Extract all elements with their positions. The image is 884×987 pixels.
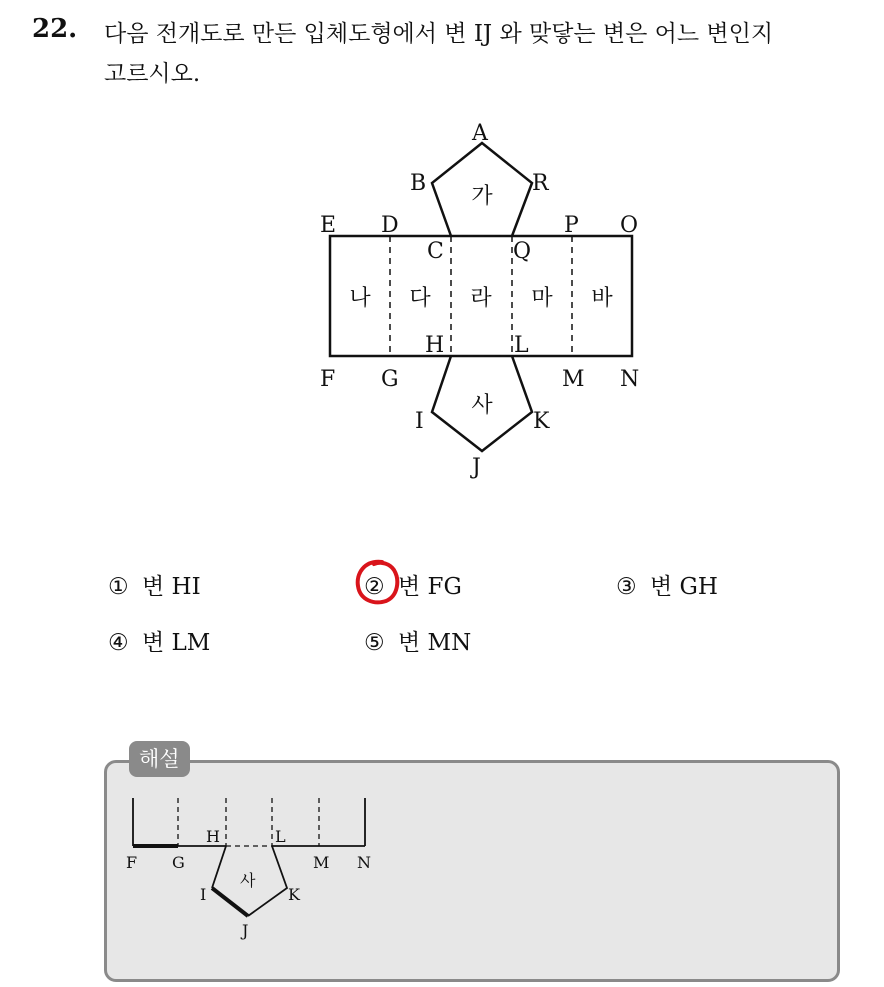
sol-label-h: H <box>206 827 220 846</box>
sol-face-label-sa: 사 <box>240 871 256 890</box>
face-label-sa: 사 <box>471 393 493 418</box>
choice-5-mark: ⑤ <box>364 630 385 656</box>
point-label-r: R <box>532 171 549 196</box>
choice-3-mark: ③ <box>616 574 637 600</box>
point-label-j: J <box>472 455 481 480</box>
point-label-f: F <box>320 367 336 392</box>
sol-edge-hi <box>212 846 226 888</box>
face-label-da: 다 <box>409 286 431 311</box>
point-label-k: K <box>533 409 550 434</box>
question-number: 22. <box>32 14 78 44</box>
point-label-h: H <box>425 333 445 358</box>
solution-tag: 해설 <box>129 741 190 777</box>
face-label-ba: 바 <box>591 286 613 311</box>
choice-4-text: 변 LM <box>142 630 211 656</box>
sol-label-i: I <box>200 885 207 904</box>
sol-highlight-ij <box>212 888 248 916</box>
face-label-na: 나 <box>349 286 371 311</box>
choice-2-text: 변 FG <box>398 574 462 600</box>
choice-5[interactable] <box>364 624 471 657</box>
point-label-m: M <box>562 367 585 392</box>
answer-circle-mark <box>352 556 404 608</box>
sol-label-k: K <box>288 885 300 904</box>
face-label-ga: 가 <box>471 184 493 209</box>
choice-3[interactable] <box>616 568 718 601</box>
choice-5-text: 변 MN <box>398 630 472 656</box>
choice-2-mark: ② <box>364 574 385 600</box>
sol-label-f: F <box>126 853 138 872</box>
solution-diagram <box>120 790 390 950</box>
point-label-e: E <box>320 213 337 238</box>
point-label-q: Q <box>513 239 532 264</box>
choice-4[interactable] <box>108 624 210 657</box>
sol-label-l: L <box>275 827 286 846</box>
point-label-d: D <box>381 213 399 238</box>
point-label-g: G <box>381 367 399 392</box>
choice-1[interactable] <box>108 568 201 601</box>
sol-label-j: J <box>242 921 249 940</box>
sol-label-n: N <box>357 853 371 872</box>
point-label-b: B <box>410 171 427 196</box>
face-label-ra: 라 <box>470 286 492 311</box>
point-label-p: P <box>564 213 579 238</box>
sol-label-g: G <box>172 853 185 872</box>
choice-4-mark: ④ <box>108 630 129 656</box>
point-label-l: L <box>514 333 529 358</box>
choice-3-text: 변 GH <box>650 574 718 600</box>
point-label-a: A <box>472 121 488 146</box>
question-text: 다음 전개도로 만든 입체도형에서 변 IJ 와 맞닿는 변은 어느 변인지 고르시오. <box>104 21 774 87</box>
choice-1-mark: ① <box>108 574 129 600</box>
sol-label-m: M <box>313 853 330 872</box>
net-diagram <box>300 110 680 490</box>
point-label-c: C <box>427 239 444 264</box>
choice-1-text: 변 HI <box>142 574 201 600</box>
point-label-n: N <box>620 367 640 392</box>
face-label-ma: 마 <box>531 286 553 311</box>
point-label-i: I <box>415 409 424 434</box>
point-label-o: O <box>620 213 639 238</box>
